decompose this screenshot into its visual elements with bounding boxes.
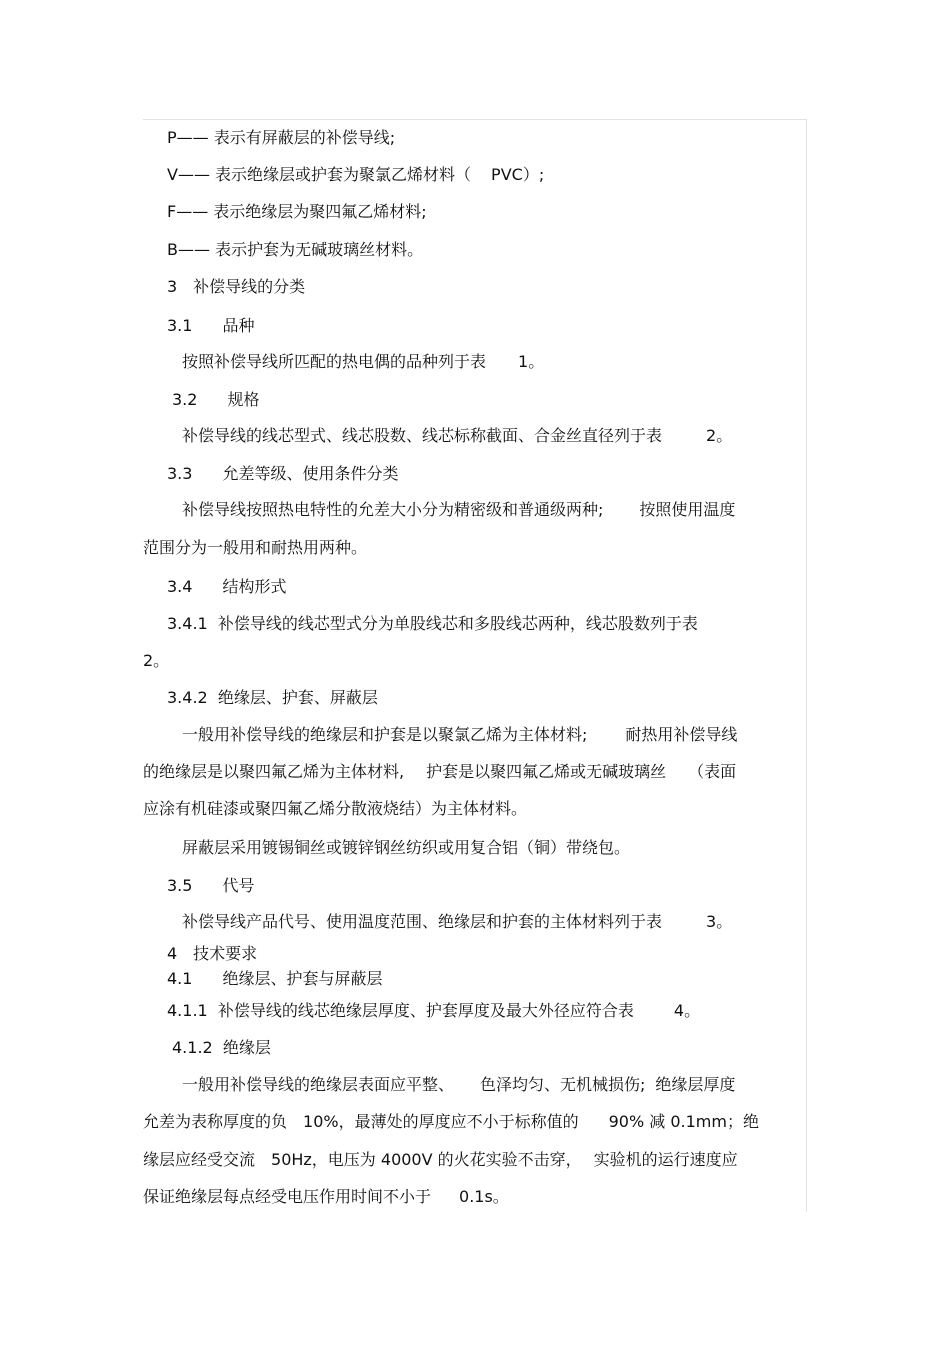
text: 4.1.1 补偿导线的线芯绝缘层厚度、护套厚度及最大外径应符合表 xyxy=(167,1001,634,1020)
text: 4 技术要求 xyxy=(167,944,258,963)
section-heading-3-5 xyxy=(167,876,254,896)
paragraph-4-1-2-line2 xyxy=(143,1112,759,1132)
section-title: 允差等级、使用条件分类 xyxy=(222,464,399,483)
text: 2。 xyxy=(143,651,170,670)
paragraph-3-3-line1 xyxy=(182,500,735,520)
section-heading-3-4 xyxy=(167,577,286,597)
text: V—— 表示绝缘层或护套为聚氯乙烯材料（ xyxy=(167,165,472,184)
text: 保证绝缘层每点经受电压作用时间不小于 xyxy=(143,1187,432,1206)
text: 0.1s。 xyxy=(459,1187,509,1206)
text: 护套是以聚四氟乙烯或无碱玻璃丝 xyxy=(426,762,667,781)
text: 1。 xyxy=(518,352,545,371)
text: 4.1.2 绝缘层 xyxy=(172,1038,271,1057)
text: 按照补偿导线所匹配的热电偶的品种列于表 xyxy=(182,352,487,371)
text: 50Hz，电压为 4000V 的火花实验不击穿， xyxy=(271,1150,582,1169)
section-heading-4-1 xyxy=(167,969,382,989)
text: 补偿导线产品代号、使用温度范围、绝缘层和护套的主体材料列于表 xyxy=(182,912,663,931)
text: 3 补偿导线的分类 xyxy=(167,277,306,296)
definition-v xyxy=(167,165,544,185)
text: （表面 xyxy=(688,762,737,781)
paragraph-3-4-2-line1 xyxy=(182,725,737,745)
definition-p xyxy=(167,128,395,148)
section-title: 规格 xyxy=(227,390,260,409)
section-title: 结构形式 xyxy=(222,577,287,596)
text: 补偿导线按照热电特性的允差大小分为精密级和普通级两种; xyxy=(182,500,604,519)
section-number: 3.3 xyxy=(167,464,193,483)
text: 缘层应经受交流 xyxy=(143,1150,256,1169)
text: 3.4.2 绝缘层、护套、屏蔽层 xyxy=(167,688,378,707)
text: 3.4.1 补偿导线的线芯型式分为单股线芯和多股线芯两种，线芯股数列于表 xyxy=(167,614,698,633)
text: 范围分为一般用和耐热用两种。 xyxy=(143,538,368,557)
text: 绝缘层厚度 xyxy=(655,1075,736,1094)
section-heading-4-1-2 xyxy=(172,1038,271,1058)
paragraph-4-1-2-line4 xyxy=(143,1187,509,1207)
paragraph-3-4-1-line2 xyxy=(143,651,169,671)
text: 色泽均匀、无机械损伤; xyxy=(480,1075,646,1094)
paragraph-3-4-1-line1 xyxy=(167,614,698,634)
section-heading-3-4-2 xyxy=(167,688,378,708)
section-number: 4.1 xyxy=(167,969,193,988)
section-heading-4 xyxy=(167,944,257,964)
text: PVC）; xyxy=(491,165,545,184)
text: 实验机的运行速度应 xyxy=(593,1150,738,1169)
section-number: 3.5 xyxy=(167,876,193,895)
paragraph-3-4-2-line3 xyxy=(143,799,527,819)
section-title: 绝缘层、护套与屏蔽层 xyxy=(222,969,383,988)
section-heading-3-1 xyxy=(167,316,254,336)
text: 耐热用补偿导线 xyxy=(625,725,738,744)
text: 应涂有机硅漆或聚四氟乙烯分散液烧结）为主体材料。 xyxy=(143,799,528,818)
text: 3。 xyxy=(706,912,733,931)
section-title: 品种 xyxy=(222,316,255,335)
text: 90% 减 0.1mm；绝 xyxy=(608,1112,759,1131)
paragraph-3-4-2-line2 xyxy=(143,762,736,782)
definition-f xyxy=(167,202,427,222)
paragraph-3-5 xyxy=(182,912,732,932)
paragraph-3-4-2-shielding xyxy=(182,838,630,858)
paragraph-3-1 xyxy=(182,352,544,372)
section-title: 代号 xyxy=(222,876,255,895)
section-number: 3.4 xyxy=(167,577,193,596)
text: 允差为表称厚度的负 xyxy=(143,1112,288,1131)
paragraph-3-3-line2 xyxy=(143,538,367,558)
section-heading-3-2 xyxy=(172,390,259,410)
text: 一般用补偿导线的绝缘层表面应平整、 xyxy=(182,1075,455,1094)
paragraph-4-1-2-line1 xyxy=(182,1075,735,1095)
section-number: 3.1 xyxy=(167,316,193,335)
text: 4。 xyxy=(673,1001,701,1020)
text: 按照使用温度 xyxy=(639,500,736,519)
text: F—— 表示绝缘层为聚四氟乙烯材料; xyxy=(167,202,427,221)
definition-b xyxy=(167,240,423,260)
text: 一般用补偿导线的绝缘层和护套是以聚氯乙烯为主体材料; xyxy=(182,725,588,744)
paragraph-3-2 xyxy=(182,426,732,446)
section-number: 3.2 xyxy=(172,390,198,409)
text: 的绝缘层是以聚四氟乙烯为主体材料, xyxy=(143,762,405,781)
section-heading-3-3 xyxy=(167,464,398,484)
text: 屏蔽层采用镀锡铜丝或镀锌钢丝纺织或用复合铝（铜）带绕包。 xyxy=(182,838,631,857)
text: B—— 表示护套为无碱玻璃丝材料。 xyxy=(167,240,424,259)
section-heading-3 xyxy=(167,277,305,297)
text: 10%，最薄处的厚度应不小于标称值的 xyxy=(303,1112,579,1131)
paragraph-4-1-1 xyxy=(167,1001,700,1021)
paragraph-4-1-2-line3 xyxy=(143,1150,738,1170)
text: P—— 表示有屏蔽层的补偿导线; xyxy=(167,128,396,147)
text: 2。 xyxy=(706,426,733,445)
text: 补偿导线的线芯型式、线芯股数、线芯标称截面、合金丝直径列于表 xyxy=(182,426,663,445)
